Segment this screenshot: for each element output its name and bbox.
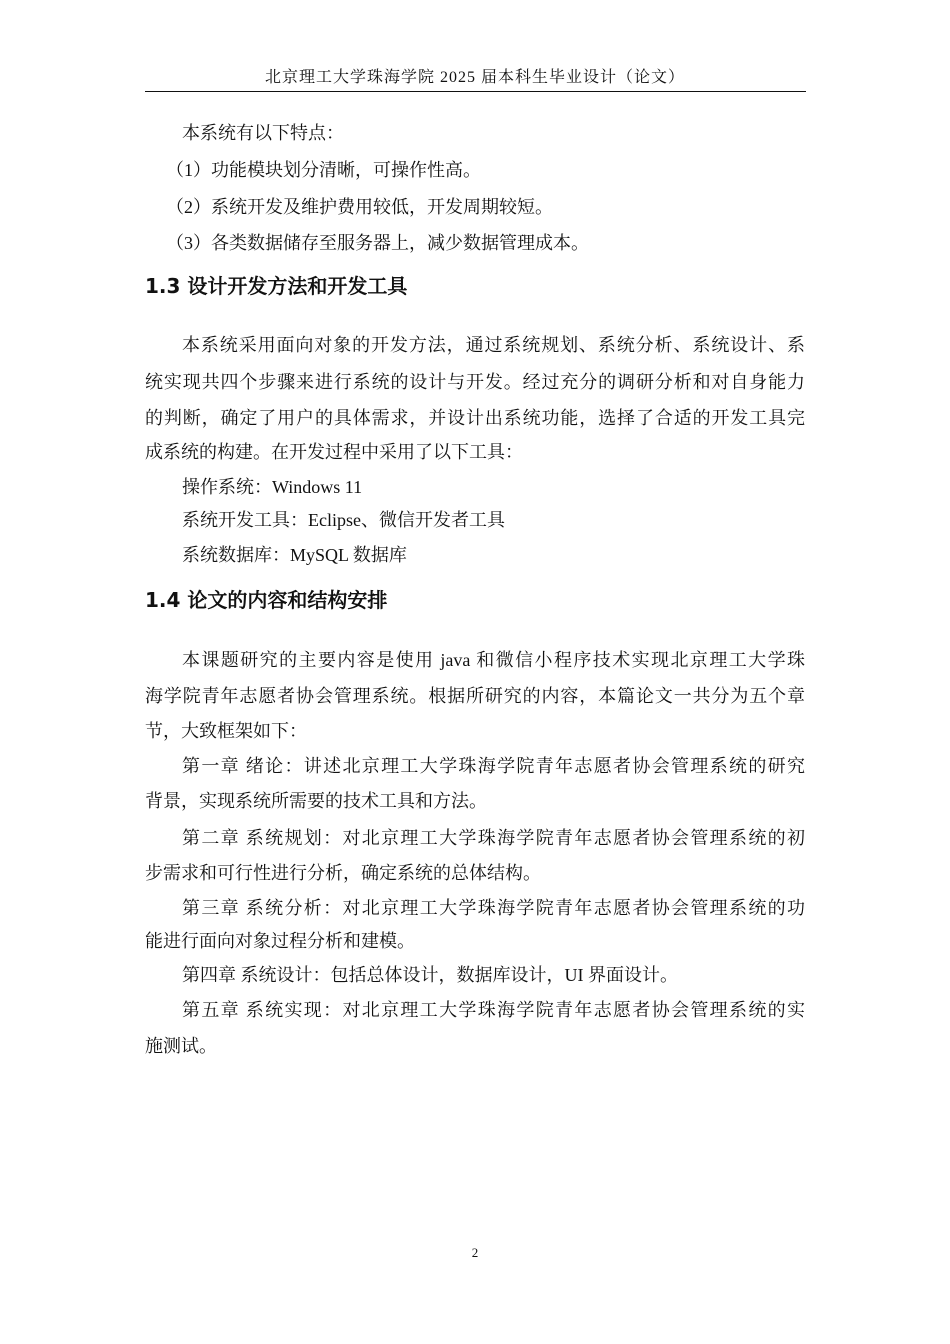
tool-item: 操作系统：Windows 11 [182,477,363,497]
paragraph-line: 本系统采用面向对象的开发方法，通过系统规划、系统分析、系统设计、系 [182,335,805,355]
features-intro: 本系统有以下特点： [182,123,344,143]
chapter-line: 第一章 绪论：讲述北京理工大学珠海学院青年志愿者协会管理系统的研究 [182,756,805,776]
feature-item: （1）功能模块划分清晰，可操作性高。 [166,160,481,180]
paragraph-line: 本课题研究的主要内容是使用 java 和微信小程序技术实现北京理工大学珠 [182,650,805,670]
chapter-line: 第二章 系统规划：对北京理工大学珠海学院青年志愿者协会管理系统的初 [182,828,805,848]
chapter-line: 第四章 系统设计：包括总体设计，数据库设计，UI 界面设计。 [182,965,678,985]
page-number: 2 [471,1245,479,1260]
feature-item: （2）系统开发及维护费用较低，开发周期较短。 [166,197,553,217]
feature-item: （3）各类数据储存至服务器上，减少数据管理成本。 [166,233,589,253]
paragraph-line: 海学院青年志愿者协会管理系统。根据所研究的内容，本篇论文一共分为五个章 [145,686,805,706]
chapter-line: 步需求和可行性进行分析，确定系统的总体结构。 [145,863,541,883]
chapter-line: 能进行面向对象过程分析和建模。 [145,931,415,951]
header-rule [145,91,806,92]
paragraph-line: 的判断，确定了用户的具体需求，并设计出系统功能，选择了合适的开发工具完 [145,408,805,428]
chapter-line: 背景，实现系统所需要的技术工具和方法。 [145,791,487,811]
chapter-line: 施测试。 [145,1036,217,1056]
chapter-line: 第三章 系统分析：对北京理工大学珠海学院青年志愿者协会管理系统的功 [182,898,805,918]
section-heading-1-4: 1.4 论文的内容和结构安排 [145,588,388,612]
paragraph-line: 统实现共四个步骤来进行系统的设计与开发。经过充分的调研分析和对自身能力 [145,372,805,392]
chapter-line: 第五章 系统实现：对北京理工大学珠海学院青年志愿者协会管理系统的实 [182,1000,805,1020]
tool-item: 系统数据库：MySQL 数据库 [182,545,407,565]
paragraph-line: 成系统的构建。在开发过程中采用了以下工具： [145,442,523,462]
tool-item: 系统开发工具：Eclipse、微信开发者工具 [182,510,505,530]
paragraph-line: 节，大致框架如下： [145,721,307,741]
section-heading-1-3: 1.3 设计开发方法和开发工具 [145,274,408,298]
running-header: 北京理工大学珠海学院 2025 届本科生毕业设计（论文） [264,69,685,86]
